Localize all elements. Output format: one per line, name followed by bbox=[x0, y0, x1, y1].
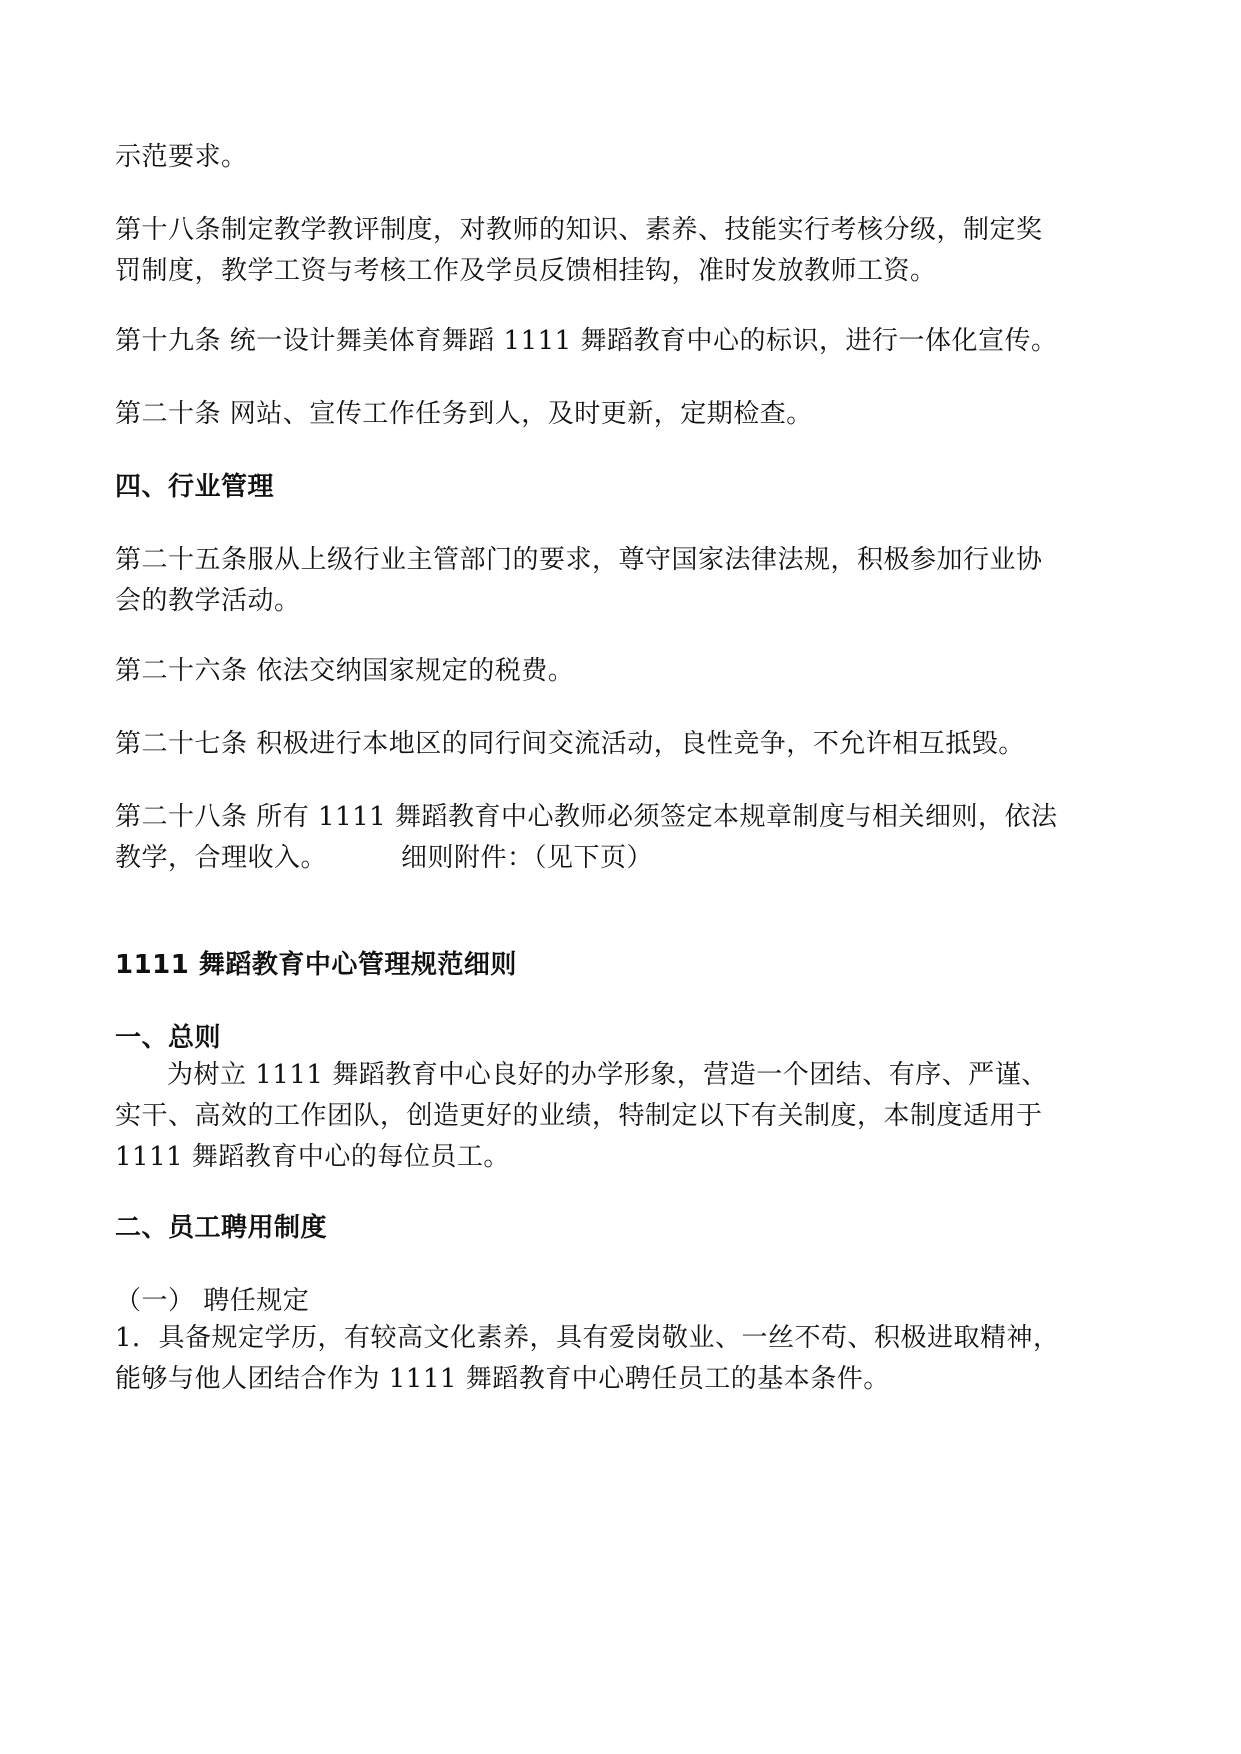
text-line: 示范要求。 bbox=[115, 142, 248, 172]
text-line: 能够与他人团结合作为 1111 舞蹈教育中心聘任员工的基本条件。 bbox=[115, 1364, 890, 1394]
heading-text: 一、总则 bbox=[115, 1023, 222, 1053]
text-line: 第十九条 统一设计舞美体育舞蹈 1111 舞蹈教育中心的标识，进行一体化宣传。 bbox=[115, 326, 1058, 356]
paragraph-article-20 bbox=[115, 394, 1135, 435]
appendix-note: 细则附件：（见下页） bbox=[401, 843, 654, 873]
text-line: 第二十八条 所有 1111 舞蹈教育中心教师必须签定本规章制度与相关细则，依法 bbox=[115, 802, 1058, 832]
text-line: 实干、高效的工作团队，创造更好的业绩，特制定以下有关制度，本制度适用于 bbox=[115, 1101, 1043, 1131]
section-heading-industry-management bbox=[115, 467, 1135, 508]
paragraph-article-19 bbox=[115, 321, 1135, 362]
subsection-appointment-rules bbox=[115, 1281, 1135, 1322]
heading-text: 1111 舞蹈教育中心管理规范细则 bbox=[115, 950, 517, 980]
paragraph-article-28 bbox=[115, 797, 1135, 879]
text-line: 第二十六条 依法交纳国家规定的税费。 bbox=[115, 656, 575, 686]
text-line: （一） 聘任规定 bbox=[115, 1286, 310, 1316]
paragraph-item-1 bbox=[115, 1318, 1135, 1400]
text-line: 1．具备规定学历，有较高文化素养，具有爱岗敬业、一丝不苟、积极进取精神， bbox=[115, 1323, 1060, 1353]
section-heading-general bbox=[115, 1018, 1135, 1059]
heading-text: 二、员工聘用制度 bbox=[115, 1213, 328, 1243]
text-line: 第二十五条服从上级行业主管部门的要求，尊守国家法律法规，积极参加行业协 bbox=[115, 545, 1043, 575]
paragraph-article-27 bbox=[115, 724, 1135, 765]
text-line bbox=[115, 838, 1135, 879]
text-line: 第二十条 网站、宣传工作任务到人，及时更新，定期检查。 bbox=[115, 399, 813, 429]
paragraph-general-intro bbox=[115, 1055, 1135, 1178]
text-line: 会的教学活动。 bbox=[115, 586, 301, 616]
text-line: 第二十七条 积极进行本地区的同行间交流活动，良性竞争，不允许相互抵毁。 bbox=[115, 729, 1025, 759]
document-subtitle bbox=[115, 945, 1135, 986]
heading-text: 四、行业管理 bbox=[115, 472, 275, 502]
section-heading-employment bbox=[115, 1208, 1135, 1249]
paragraph-continuation bbox=[115, 137, 1135, 178]
text-line: 第十八条制定教学教评制度，对教师的知识、素养、技能实行考核分级，制定奖 bbox=[115, 215, 1043, 245]
paragraph-article-18 bbox=[115, 210, 1135, 292]
paragraph-article-25 bbox=[115, 540, 1135, 622]
text-line: 为树立 1111 舞蹈教育中心良好的办学形象，营造一个团结、有序、严谨、 bbox=[167, 1060, 1048, 1090]
text-segment: 教学，合理收入。 bbox=[115, 843, 328, 873]
text-line: 1111 舞蹈教育中心的每位员工。 bbox=[115, 1142, 510, 1172]
text-line: 罚制度，教学工资与考核工作及学员反馈相挂钩，准时发放教师工资。 bbox=[115, 256, 937, 286]
paragraph-article-26 bbox=[115, 651, 1135, 692]
